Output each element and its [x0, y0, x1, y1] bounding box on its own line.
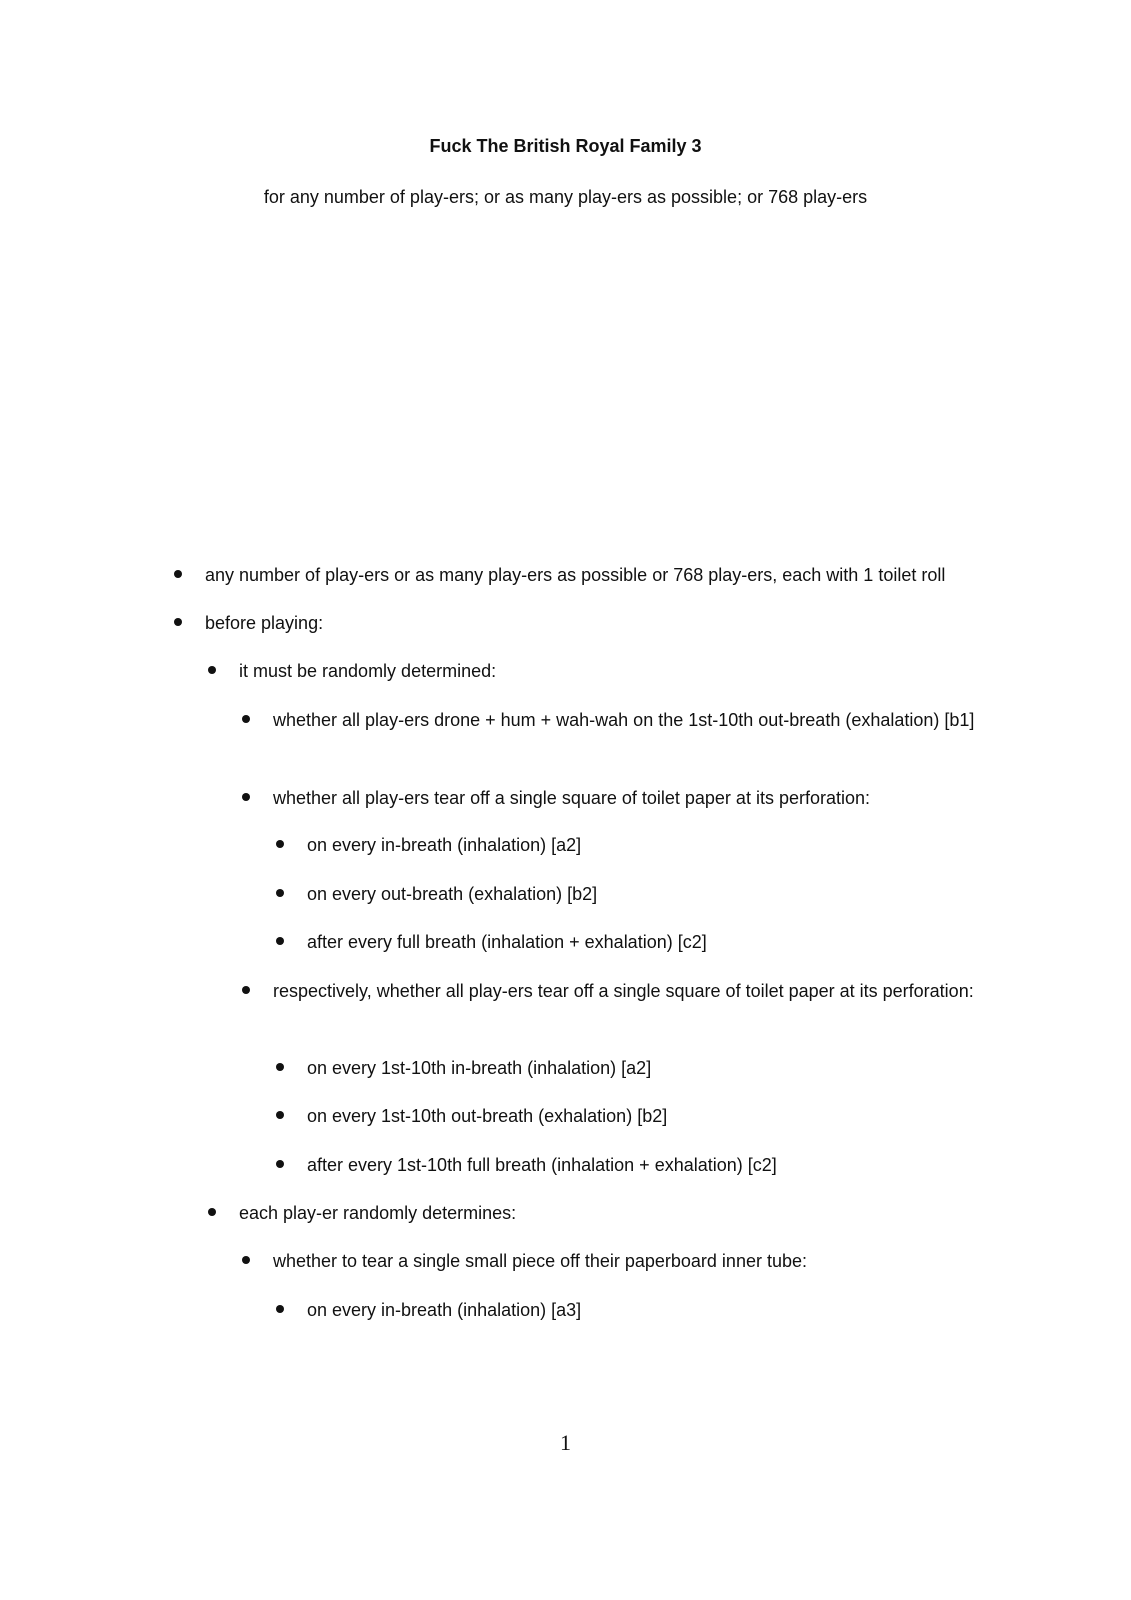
list-item-text: on every 1st-10th out-breath (exhalation) [b2]: [307, 1106, 668, 1126]
list-item-text: before playing:: [205, 613, 324, 633]
bullet-icon: [242, 1256, 250, 1264]
bullet-icon: [276, 1111, 284, 1119]
bullet-icon: [208, 1208, 216, 1216]
bullet-icon: [276, 1063, 284, 1071]
list-item: [307, 927, 997, 957]
list-item: [273, 1246, 1003, 1276]
list-item: [307, 1295, 997, 1325]
list-item: [205, 608, 995, 638]
list-item: [239, 1198, 989, 1228]
list-item: [273, 705, 1003, 735]
list-item-text: after every 1st-10th full breath (inhalation + exhalation) [c2]: [307, 1155, 777, 1175]
list-item: [307, 1101, 997, 1131]
list-item-text: respectively, whether all play-ers tear off a single square of toilet paper at its perforation:: [273, 981, 974, 1001]
bullet-icon: [276, 1160, 284, 1168]
list-item: [239, 656, 989, 686]
page-number: 1: [560, 1430, 571, 1455]
bullet-icon: [276, 1305, 284, 1313]
document-subtitle: for any number of play-ers; or as many play-ers as possible; or 768 play-ers: [263, 187, 868, 207]
list-item-text: whether all play-ers tear off a single square of toilet paper at its perforation:: [273, 788, 870, 808]
document-title: Fuck The British Royal Family 3: [429, 136, 702, 156]
bullet-icon: [276, 889, 284, 897]
bullet-icon: [208, 666, 216, 674]
list-item-text: after every full breath (inhalation + exhalation) [c2]: [307, 932, 707, 952]
bullet-icon: [242, 986, 250, 994]
bullet-icon: [242, 715, 250, 723]
bullet-icon: [174, 618, 182, 626]
list-item-text: any number of play-ers or as many play-ers as possible or 768 play-ers, each with 1 toilet roll: [205, 565, 946, 585]
bullet-icon: [276, 937, 284, 945]
list-item-text: whether to tear a single small piece off their paperboard inner tube:: [273, 1251, 807, 1271]
list-item-text: on every 1st-10th in-breath (inhalation) [a2]: [307, 1058, 652, 1078]
list-item-text: on every in-breath (inhalation) [a2]: [307, 835, 582, 855]
list-item: [307, 879, 997, 909]
list-item-text: each play-er randomly determines:: [239, 1203, 517, 1223]
list-item: [307, 1053, 997, 1083]
list-item-text: whether all play-ers drone + hum + wah-wah on the 1st-10th out-breath (exhalation) [b1]: [273, 710, 975, 730]
list-item: [307, 1150, 997, 1180]
list-item-text: it must be randomly determined:: [239, 661, 497, 681]
list-item: [205, 560, 995, 590]
bullet-icon: [276, 840, 284, 848]
list-item: [273, 783, 1003, 813]
list-item-text: on every out-breath (exhalation) [b2]: [307, 884, 598, 904]
bullet-icon: [174, 570, 182, 578]
list-item: [307, 830, 997, 860]
list-item: [273, 976, 1003, 1006]
bullet-icon: [242, 793, 250, 801]
list-item-text: on every in-breath (inhalation) [a3]: [307, 1300, 582, 1320]
